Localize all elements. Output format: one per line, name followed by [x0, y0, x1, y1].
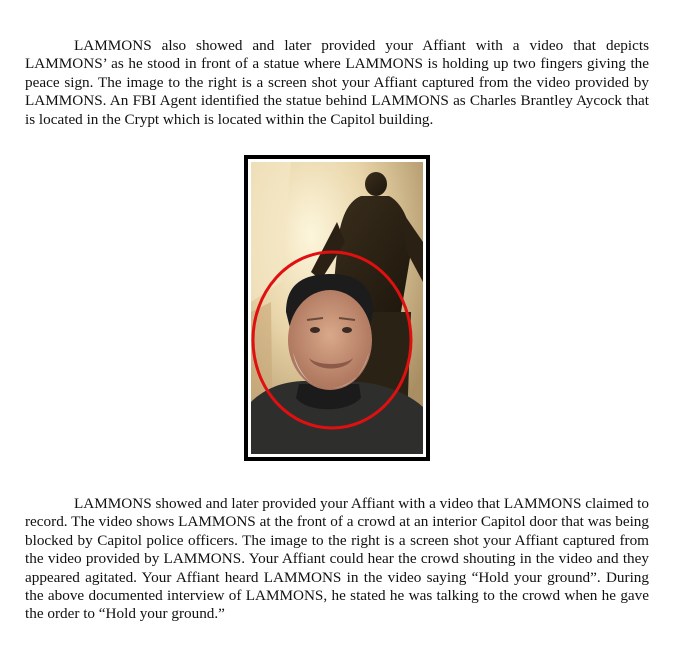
- photo-illustration: [251, 162, 423, 454]
- paragraph-crowd-video: LAMMONS showed and later provided your Affiant with a video that LAMMONS claimed to record. The video shows LAMMONS at the front of a crowd at an interior Capitol door that was being blocked by Capitol police officers. The image to the right is a screen shot your Affiant captured from the video provided by LAMMONS. Your Affiant could hear the crowd shouting in the video and they appeared agitated. Your Affiant heard LAMMONS in the video saying “Hold your ground”. During the above documented interview of LAMMONS, he stated he was talking to the crowd when he gave the order to “Hold your ground.”: [25, 495, 649, 623]
- screenshot-figure: [244, 155, 430, 461]
- paragraph-statue-video: LAMMONS also showed and later provided your Affiant with a video that depicts LAMMONS’ as he stood in front of a statue where LAMMONS is holding up two fingers giving the peace sign. The image to the right is a screen shot your Affiant captured from the video provided by LAMMONS. An FBI Agent identified the statue behind LAMMONS as Charles Brantley Aycock that is located in the Crypt which is located within the Capitol building.: [25, 37, 649, 128]
- figure-mat: [248, 159, 426, 457]
- video-screenshot-photo: [251, 162, 423, 454]
